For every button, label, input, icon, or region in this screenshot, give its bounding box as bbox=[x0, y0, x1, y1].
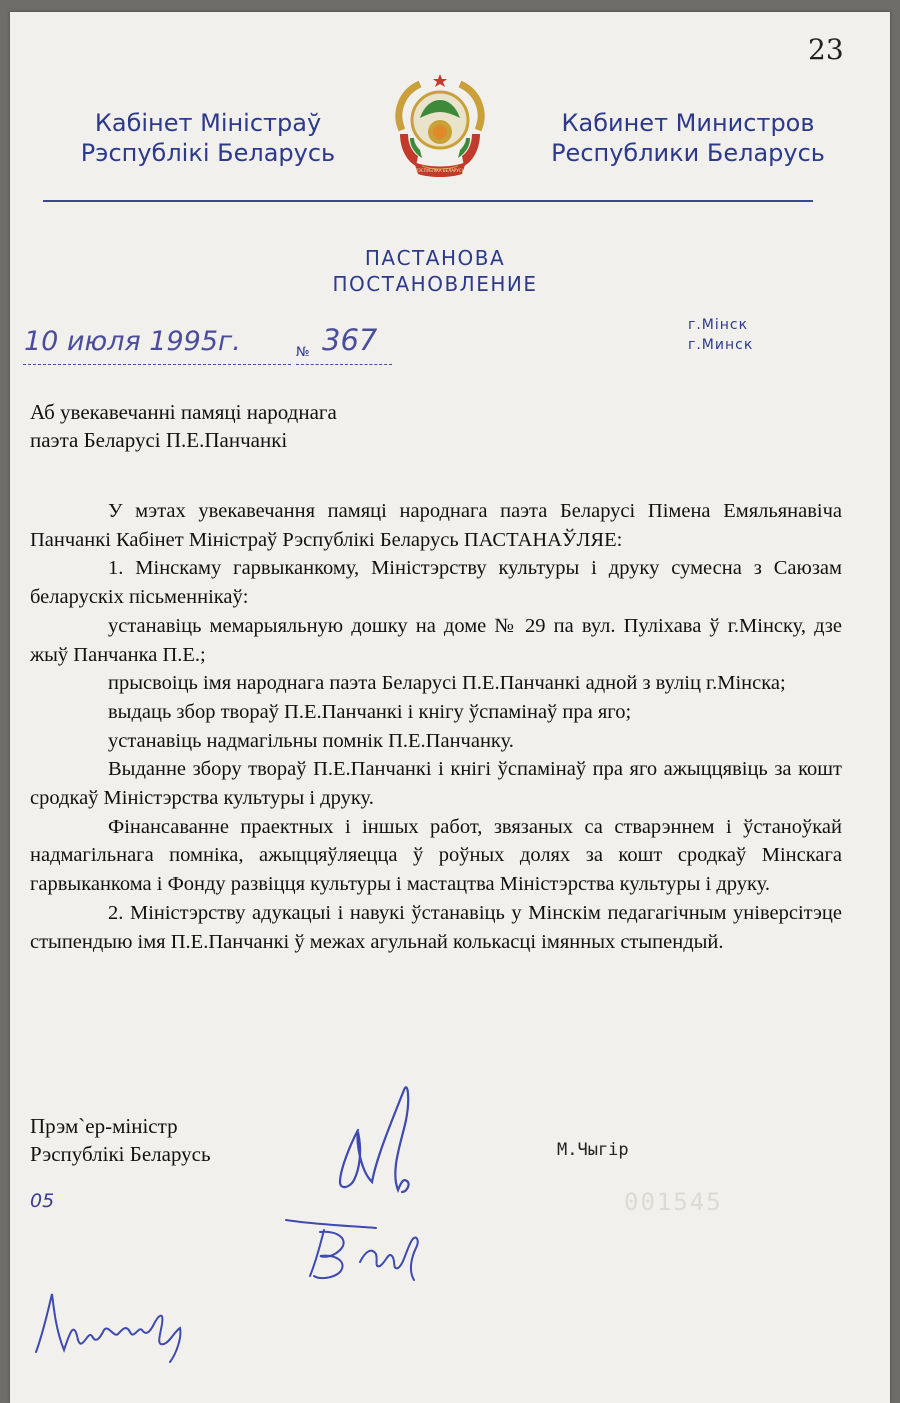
subject-line-2: паэта Беларусі П.Е.Панчанкі bbox=[30, 428, 288, 452]
document-subject bbox=[30, 398, 337, 454]
letterhead-line-2: Рэспублікі Беларусь bbox=[80, 139, 336, 167]
city-russian: г.Минск bbox=[688, 337, 754, 353]
title-russian: ПОСТАНОВЛЕНИЕ bbox=[332, 272, 538, 296]
document-body bbox=[30, 497, 842, 956]
document-title bbox=[300, 245, 570, 297]
signer-name: М.Чыгір bbox=[557, 1140, 629, 1160]
letterhead-line-2: Республики Беларусь bbox=[551, 139, 825, 167]
body-paragraph-tombstone: устанавіць надмагільны помнік П.Е.Панчанку. bbox=[108, 729, 514, 752]
letterhead-belarusian bbox=[78, 108, 338, 168]
signature-handwritten bbox=[310, 1070, 460, 1210]
subject-line-1: Аб увекавечанні памяці народнага bbox=[30, 400, 337, 424]
signer-title-line-2: Рэспублікі Беларусь bbox=[30, 1142, 211, 1166]
body-paragraph-item-1: 1. Мінскаму гарвыканкому, Міністэрству культуры і друку сумесна з Саюзам беларускіх пісьменнікаў: bbox=[30, 557, 842, 609]
initials-signature-handwritten bbox=[30, 1280, 200, 1370]
body-paragraph-memorial-plaque: устанавіць мемарыяльную дошку на доме № 29 па вул. Пуліхава ў г.Мінску, дзе жыў Панчанка П.Е.; bbox=[30, 614, 842, 666]
place-of-issue bbox=[688, 315, 753, 355]
city-belarusian: г.Мінск bbox=[688, 317, 749, 333]
letterhead-divider bbox=[43, 200, 813, 202]
approval-signature-handwritten bbox=[280, 1190, 450, 1290]
letterhead-line-1: Кабинет Министров bbox=[561, 109, 815, 137]
number-label: № bbox=[296, 345, 310, 360]
document-number-handwritten: 367 bbox=[322, 323, 378, 357]
body-paragraph-publishing-funding: Выданне збору твораў П.Е.Панчанкі і кнігі ўспамінаў пра яго ажыццявіць за кошт сродкаў Міністэрства культуры і друку. bbox=[30, 758, 842, 810]
state-emblem-icon bbox=[380, 70, 500, 182]
letterhead-line-1: Кабінет Міністраў bbox=[94, 109, 322, 137]
signer-title-line-1: Прэм`ер-міністр bbox=[30, 1114, 178, 1138]
faded-archive-stamp: 001545 bbox=[624, 1188, 723, 1216]
body-paragraph-preamble: У мэтах увекавечання памяці народнага паэта Беларусі Пімена Емяльянавіча Панчанкі Кабінет Міністраў Рэспублікі Беларусь ПАСТАНАЎЛЯЕ: bbox=[30, 500, 842, 551]
page-number: 23 bbox=[808, 33, 844, 66]
body-paragraph-collected-works: выдаць збор твораў П.Е.Панчанкі і кнігу ўспамінаў пра яго; bbox=[108, 700, 632, 723]
title-belarusian: ПАСТАНОВА bbox=[364, 246, 506, 270]
date-handwritten: 10 июля 1995г. bbox=[24, 326, 241, 357]
body-paragraph-monument-funding: Фінансаванне праектных і іншых работ, звязаных са стварэннем і ўстаноўкай надмагільнага помніка, ажыццяўляецца ў роўных долях за кошт сродкаў Мінскага гарвыканкома і Фонду развіцця культуры і мастацтва Міністэрства культуры і друку. bbox=[30, 815, 842, 896]
letterhead-russian bbox=[538, 108, 838, 168]
signer-title bbox=[30, 1112, 211, 1168]
handwritten-mark: 05 bbox=[30, 1190, 55, 1212]
body-paragraph-street-name: прысвоіць імя народнага паэта Беларусі П.Е.Панчанкі адной з вуліц г.Мінска; bbox=[108, 672, 786, 695]
emblem-ribbon-text: РЭСПУБЛІКА БЕЛАРУСЬ bbox=[415, 168, 465, 173]
body-paragraph-item-2: 2. Міністэрству адукацыі і навукі ўстанавіць у Мінскім педагагічным універсітэце стыпендыю імя П.Е.Панчанкі ў межах агульнай колькасці імянных стыпендый. bbox=[30, 901, 842, 953]
